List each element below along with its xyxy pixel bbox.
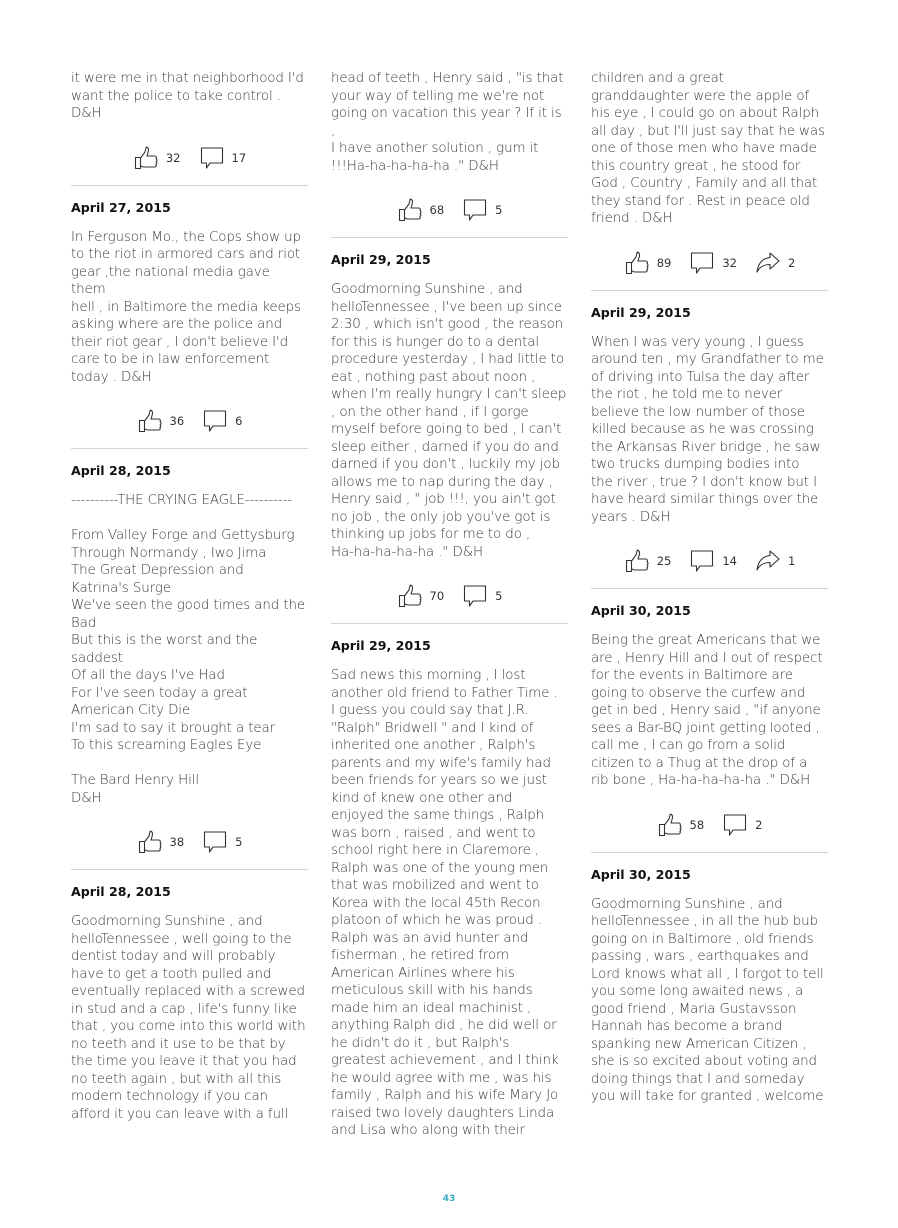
page-number: 43 bbox=[442, 1194, 456, 1204]
comment-icon bbox=[202, 829, 235, 855]
like-stat[interactable] bbox=[397, 583, 445, 609]
like-stat[interactable] bbox=[133, 145, 181, 171]
like-count: 58 bbox=[689, 817, 705, 832]
post-text: children and a great granddaughter were the apple of his eye , I could go on about Ralph all day , but I'll just say that he was one of those men who have made this country great , he stood for God , Country , Family and all that they stand for . Rest in peace old friend . D&H bbox=[591, 71, 825, 226]
column-3 bbox=[591, 70, 828, 1106]
post-date: April 29, 2015 bbox=[331, 252, 431, 267]
comment-count: 32 bbox=[722, 255, 737, 270]
share-count: 1 bbox=[787, 554, 796, 568]
post-date: April 28, 2015 bbox=[71, 463, 171, 478]
like-icon bbox=[133, 145, 166, 171]
post bbox=[591, 589, 828, 853]
comment-count: 2 bbox=[755, 817, 763, 832]
like-count: 38 bbox=[169, 835, 185, 849]
comment-stat[interactable] bbox=[199, 145, 247, 171]
like-icon bbox=[657, 812, 690, 838]
comment-stat[interactable] bbox=[462, 197, 502, 223]
comment-icon bbox=[462, 197, 495, 223]
post bbox=[71, 186, 308, 450]
post bbox=[71, 449, 308, 870]
post-stats bbox=[591, 808, 828, 842]
post-text: head of teeth , Henry said , "is that your way of telling me we're not going on vacation this year ? If it is , I have another solution , gum it !!!Ha-ha-ha-ha-ha ." D&H bbox=[331, 71, 564, 174]
post bbox=[331, 238, 568, 624]
like-count: 25 bbox=[656, 554, 672, 568]
comment-stat[interactable] bbox=[202, 829, 242, 855]
like-stat[interactable] bbox=[624, 250, 672, 276]
comment-count: 5 bbox=[235, 835, 243, 849]
comment-icon bbox=[689, 548, 722, 574]
column-1 bbox=[71, 70, 308, 1123]
comment-icon bbox=[462, 583, 495, 609]
like-count: 70 bbox=[429, 589, 445, 603]
post-date: April 28, 2015 bbox=[71, 884, 171, 899]
post-text: ----------THE CRYING EAGLE---------- From Valley Forge and Gettysburg Through Normandy , Iwo Jima The Great Depression and Katrina's Surge We've seen the good times and the Bad But this is the worst and the saddest Of all the days I've Had For I've seen today a great American City Die I'm sad to say it brought a tear To this screaming Eagles Eye The Bard Henry Hill D&H bbox=[71, 493, 306, 806]
post-stats bbox=[331, 579, 568, 613]
comment-stat[interactable] bbox=[462, 583, 502, 609]
post-text: When I was very young , I guess around ten , my Grandfather to me of driving into Tulsa the day after the riot , he told me to never believe the low number of those killed because as he was crossing the Arkansas River bridge , he saw two trucks dumping bodies into the river , true ? I don't know but I have heard similar things over the years . D&H bbox=[591, 334, 824, 525]
like-icon bbox=[624, 250, 657, 276]
like-icon bbox=[137, 829, 170, 855]
post bbox=[331, 624, 568, 1140]
share-count: 2 bbox=[787, 255, 796, 270]
like-stat[interactable] bbox=[657, 812, 705, 838]
like-stat[interactable] bbox=[137, 408, 185, 434]
comment-stat[interactable] bbox=[689, 250, 737, 276]
comment-stat[interactable] bbox=[202, 408, 242, 434]
post-text: Being the great Americans that we are , Henry Hill and I out of respect for the events in Baltimore are going to observe the curfew and get in bed , Henry said , "if anyone sees a Bar-BQ joint getting looted , call me , I can go from a solid citizen to a Thug at the drop of a rib bone , Ha-ha-ha-ha-ha ." D&H bbox=[591, 633, 823, 788]
post-stats bbox=[591, 544, 828, 578]
share-stat[interactable] bbox=[755, 250, 795, 276]
like-stat[interactable] bbox=[137, 829, 185, 855]
comment-count: 17 bbox=[231, 150, 247, 165]
column-2 bbox=[331, 70, 568, 1140]
share-icon bbox=[755, 548, 788, 574]
post-text: Goodmorning Sunshine , and helloTennessee , well going to the dentist today and will probably have to get a tooth pulled and eventually replaced with a screwed in stud and a cap , life's funny like that , you come into this world with no teeth and it use to be that by the time you leave it that you had no teeth again , but with all this modern technology if you can afford it you can leave with a full bbox=[71, 914, 306, 1122]
comment-icon bbox=[722, 812, 755, 838]
post-date: April 27, 2015 bbox=[71, 199, 171, 215]
post-text: In Ferguson Mo., the Cops show up to the riot in armored cars and riot gear ,the national media gave them hell , in Baltimore the media keeps asking where are the police and their riot gear , I don't believe I'd care to be in law enforcement today . D&H bbox=[71, 229, 301, 385]
like-icon bbox=[137, 408, 170, 434]
post bbox=[71, 870, 308, 1123]
like-count: 32 bbox=[165, 150, 181, 165]
comment-icon bbox=[199, 145, 232, 171]
post-text: Goodmorning Sunshine , and helloTennessee , in all the hub bub going on in Baltimore , old friends passing , wars , earthquakes and Lord knows what all , I forgot to tell you some long awaited news , a good friend , Maria Gustavsson Hannah has become a brand spanking new American Citizen , she is so excited about voting and doing things that I and someday you will take for granted , welcome bbox=[591, 896, 824, 1104]
post-date: April 29, 2015 bbox=[331, 638, 431, 653]
post-stats bbox=[71, 141, 308, 175]
post bbox=[331, 70, 568, 238]
comment-count: 14 bbox=[722, 554, 737, 568]
comment-stat[interactable] bbox=[722, 812, 762, 838]
like-count: 68 bbox=[429, 203, 445, 217]
post-date: April 29, 2015 bbox=[591, 304, 691, 320]
like-count: 89 bbox=[656, 255, 672, 270]
comment-icon bbox=[202, 408, 235, 434]
like-count: 36 bbox=[169, 414, 185, 428]
comment-stat[interactable] bbox=[689, 548, 737, 574]
like-icon bbox=[397, 583, 430, 609]
like-icon bbox=[624, 548, 657, 574]
post-text: Goodmorning Sunshine , and helloTennessee , I've been up since 2:30 , which isn't good , the reason for this is hunger do to a dental procedure yesterday , I had little to eat , nothing past about noon , when I'm really hungry I can't sleep , on the other hand , if I gorge myself before going to bed , I can't sleep either , darned if you do and darned if you don't , luckily my job allows me to nap during the day , Henry said , " job !!!, you ain't got no job , the only job you've got is thinking up jobs for me to do , Ha-ha-ha-ha-ha ." D&H bbox=[331, 282, 567, 560]
like-stat[interactable] bbox=[397, 197, 445, 223]
post-stats bbox=[71, 404, 308, 438]
post-text: Sad news this morning , I lost another old friend to Father Time . I guess you could say that J.R. "Ralph" Bridwell " and I kind of inherited one another , Ralph's parents and my wife's family had been friends for years so we just kind of knew one other and enjoyed the same things , Ralph was born , raised , and went to school right here in Claremore , Ralph was one of the young men that was mobilized and went to Korea with the local 45th Recon platoon of which he was proud . Ralph was an avid hunter and fisherman , he retired from American Airlines where his meticulous skill with his hands made him an ideal machinist , anything Ralph did , he did well or he didn't do it , but Ralph's greatest achievement , and I think he would agree with me , was his family , Ralph and his wife Mary Jo raised two lovely daughters Linda and Lisa who along with their bbox=[331, 668, 559, 1138]
like-icon bbox=[397, 197, 430, 223]
post-text: it were me in that neighborhood I'd want the police to take control . D&H bbox=[71, 71, 304, 121]
comment-count: 5 bbox=[495, 203, 503, 217]
comment-count: 5 bbox=[495, 589, 503, 603]
post bbox=[591, 853, 828, 1106]
share-icon bbox=[755, 250, 788, 276]
post bbox=[591, 291, 828, 590]
post-stats bbox=[331, 193, 568, 227]
post-date: April 30, 2015 bbox=[591, 866, 691, 882]
comment-icon bbox=[689, 250, 722, 276]
post-date: April 30, 2015 bbox=[591, 603, 691, 618]
post-stats bbox=[71, 825, 308, 859]
post-stats bbox=[591, 246, 828, 280]
share-stat[interactable] bbox=[755, 548, 795, 574]
like-stat[interactable] bbox=[624, 548, 672, 574]
comment-count: 6 bbox=[235, 414, 243, 428]
post bbox=[71, 70, 308, 186]
post bbox=[591, 70, 828, 291]
